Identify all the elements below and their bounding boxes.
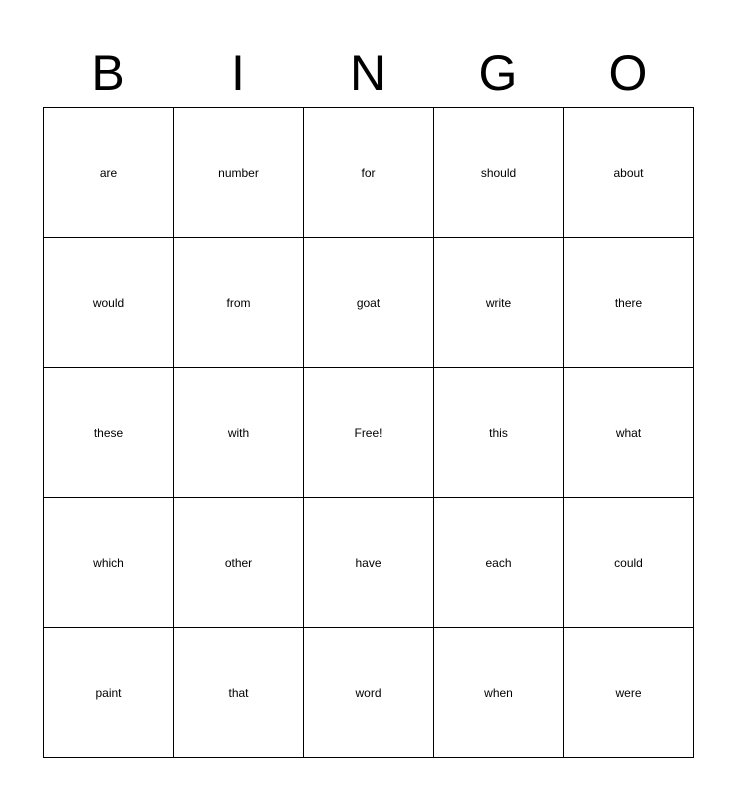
bingo-cell: what [564,368,694,498]
bingo-cell: are [44,108,174,238]
bingo-cell: goat [304,238,434,368]
bingo-cell: were [564,628,694,758]
bingo-cell: for [304,108,434,238]
bingo-cell: when [434,628,564,758]
bingo-cell: paint [44,628,174,758]
bingo-cell: number [174,108,304,238]
header-letter-o: O [608,45,648,101]
header-letter-b: B [91,45,125,101]
bingo-cell: about [564,108,694,238]
bingo-cell: these [44,368,174,498]
bingo-cell: each [434,498,564,628]
bingo-cell: should [434,108,564,238]
header-letter-i: I [231,45,245,101]
bingo-cell: this [434,368,564,498]
header-letter-g: G [478,45,518,101]
bingo-header [43,40,693,106]
bingo-cell: have [304,498,434,628]
bingo-cell: other [174,498,304,628]
header-letter-n: N [349,45,387,101]
bingo-cell: there [564,238,694,368]
bingo-card-grid [43,107,694,758]
bingo-cell: from [174,238,304,368]
bingo-cell: could [564,498,694,628]
bingo-cell: would [44,238,174,368]
bingo-cell: word [304,628,434,758]
bingo-cell: write [434,238,564,368]
free-space-cell: Free! [304,368,434,498]
bingo-cell: which [44,498,174,628]
bingo-cell: with [174,368,304,498]
bingo-cell: that [174,628,304,758]
